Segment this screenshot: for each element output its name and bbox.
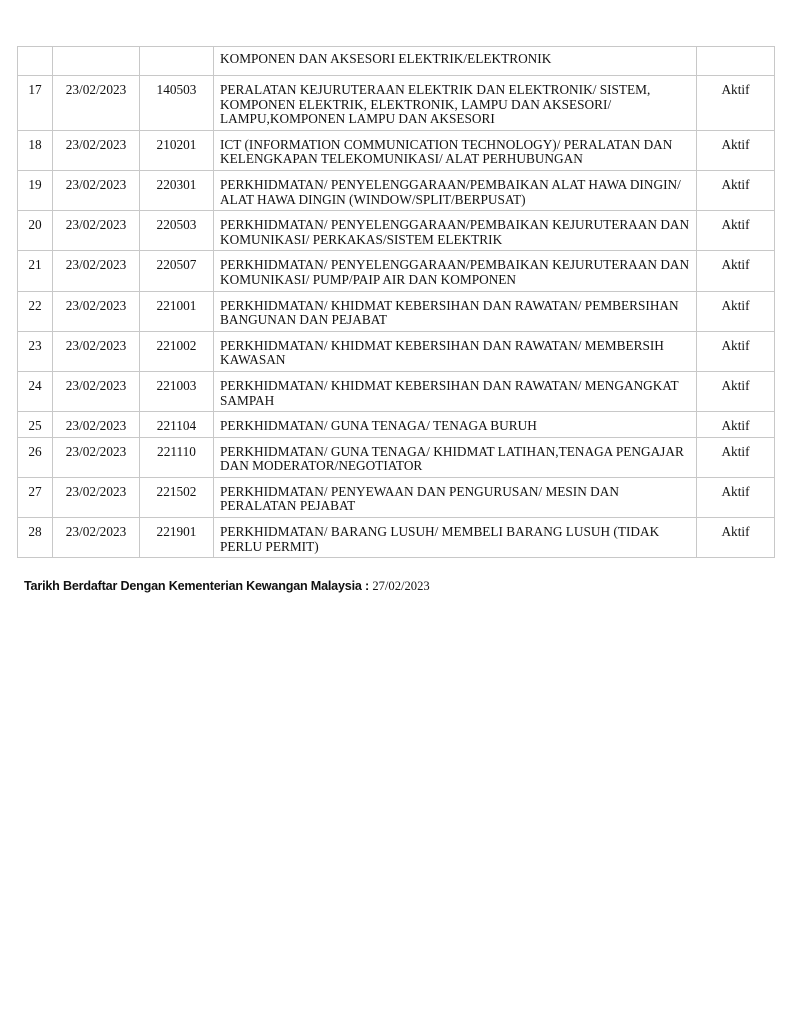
row-status: Aktif [697, 251, 775, 291]
table-row [18, 518, 775, 558]
row-description: ICT (INFORMATION COMMUNICATION TECHNOLOGY)/ PERALATAN DAN KELENGKAPAN TELEKOMUNIKASI/ ALAT PERHUBUNGAN [214, 130, 697, 170]
row-description: PERKHIDMATAN/ PENYEWAAN DAN PENGURUSAN/ MESIN DAN PERALATAN PEJABAT [214, 477, 697, 517]
row-status: Aktif [697, 477, 775, 517]
row-number: 27 [18, 477, 53, 517]
table-row [18, 76, 775, 131]
row-number: 18 [18, 130, 53, 170]
row-date: 23/02/2023 [53, 518, 140, 558]
row-status: Aktif [697, 130, 775, 170]
field-codes-table [17, 46, 775, 558]
row-status: Aktif [697, 170, 775, 210]
row-description: PERKHIDMATAN/ PENYELENGGARAAN/PEMBAIKAN ALAT HAWA DINGIN/ ALAT HAWA DINGIN (WINDOW/SPLIT/BERPUSAT) [214, 170, 697, 210]
table-row [18, 47, 775, 76]
table-row [18, 412, 775, 438]
row-date: 23/02/2023 [53, 130, 140, 170]
row-code: 220301 [140, 170, 214, 210]
row-code: 140503 [140, 76, 214, 131]
row-description: PERKHIDMATAN/ BARANG LUSUH/ MEMBELI BARANG LUSUH (TIDAK PERLU PERMIT) [214, 518, 697, 558]
row-date: 23/02/2023 [53, 437, 140, 477]
row-number: 19 [18, 170, 53, 210]
row-status: Aktif [697, 331, 775, 371]
table-row [18, 371, 775, 411]
document-page [17, 46, 774, 558]
table-row [18, 130, 775, 170]
row-date [53, 47, 140, 76]
row-status: Aktif [697, 211, 775, 251]
row-status: Aktif [697, 437, 775, 477]
row-number [18, 47, 53, 76]
row-number: 20 [18, 211, 53, 251]
row-number: 25 [18, 412, 53, 438]
row-date: 23/02/2023 [53, 477, 140, 517]
row-date: 23/02/2023 [53, 331, 140, 371]
row-code: 210201 [140, 130, 214, 170]
row-description: PERKHIDMATAN/ KHIDMAT KEBERSIHAN DAN RAWATAN/ PEMBERSIHAN BANGUNAN DAN PEJABAT [214, 291, 697, 331]
row-description: PERKHIDMATAN/ PENYELENGGARAAN/PEMBAIKAN KEJURUTERAAN DAN KOMUNIKASI/ PUMP/PAIP AIR DAN KOMPONEN [214, 251, 697, 291]
row-code: 220503 [140, 211, 214, 251]
row-status: Aktif [697, 412, 775, 438]
table-row [18, 211, 775, 251]
table-row [18, 477, 775, 517]
row-number: 21 [18, 251, 53, 291]
row-number: 26 [18, 437, 53, 477]
row-description: PERALATAN KEJURUTERAAN ELEKTRIK DAN ELEKTRONIK/ SISTEM, KOMPONEN ELEKTRIK, ELEKTRONIK, LAMPU DAN AKSESORI/ LAMPU,KOMPONEN LAMPU DAN AKSESORI [214, 76, 697, 131]
row-description: PERKHIDMATAN/ PENYELENGGARAAN/PEMBAIKAN KEJURUTERAAN DAN KOMUNIKASI/ PERKAKAS/SISTEM ELEKTRIK [214, 211, 697, 251]
table-row [18, 170, 775, 210]
row-description: PERKHIDMATAN/ GUNA TENAGA/ TENAGA BURUH [214, 412, 697, 438]
row-number: 17 [18, 76, 53, 131]
row-code: 221104 [140, 412, 214, 438]
registration-date-label: Tarikh Berdaftar Dengan Kementerian Kewangan Malaysia : [24, 579, 369, 593]
row-status [697, 47, 775, 76]
row-number: 28 [18, 518, 53, 558]
row-code: 221901 [140, 518, 214, 558]
row-description: KOMPONEN DAN AKSESORI ELEKTRIK/ELEKTRONIK [214, 47, 697, 76]
row-description: PERKHIDMATAN/ GUNA TENAGA/ KHIDMAT LATIHAN,TENAGA PENGAJAR DAN MODERATOR/NEGOTIATOR [214, 437, 697, 477]
row-description: PERKHIDMATAN/ KHIDMAT KEBERSIHAN DAN RAWATAN/ MENGANGKAT SAMPAH [214, 371, 697, 411]
table-row [18, 437, 775, 477]
row-code: 221003 [140, 371, 214, 411]
row-number: 24 [18, 371, 53, 411]
table-body [18, 47, 775, 558]
row-date: 23/02/2023 [53, 412, 140, 438]
row-code: 221110 [140, 437, 214, 477]
row-date: 23/02/2023 [53, 76, 140, 131]
row-description: PERKHIDMATAN/ KHIDMAT KEBERSIHAN DAN RAWATAN/ MEMBERSIH KAWASAN [214, 331, 697, 371]
row-status: Aktif [697, 518, 775, 558]
row-code: 221502 [140, 477, 214, 517]
row-date: 23/02/2023 [53, 170, 140, 210]
row-number: 23 [18, 331, 53, 371]
row-code: 221002 [140, 331, 214, 371]
registration-date-value: 27/02/2023 [372, 579, 430, 593]
registration-date-line [24, 578, 430, 594]
row-date: 23/02/2023 [53, 371, 140, 411]
row-date: 23/02/2023 [53, 291, 140, 331]
table-row [18, 291, 775, 331]
row-code: 221001 [140, 291, 214, 331]
row-date: 23/02/2023 [53, 211, 140, 251]
row-code [140, 47, 214, 76]
row-status: Aktif [697, 291, 775, 331]
row-status: Aktif [697, 76, 775, 131]
table-row [18, 331, 775, 371]
row-status: Aktif [697, 371, 775, 411]
row-code: 220507 [140, 251, 214, 291]
table-row [18, 251, 775, 291]
row-number: 22 [18, 291, 53, 331]
row-date: 23/02/2023 [53, 251, 140, 291]
